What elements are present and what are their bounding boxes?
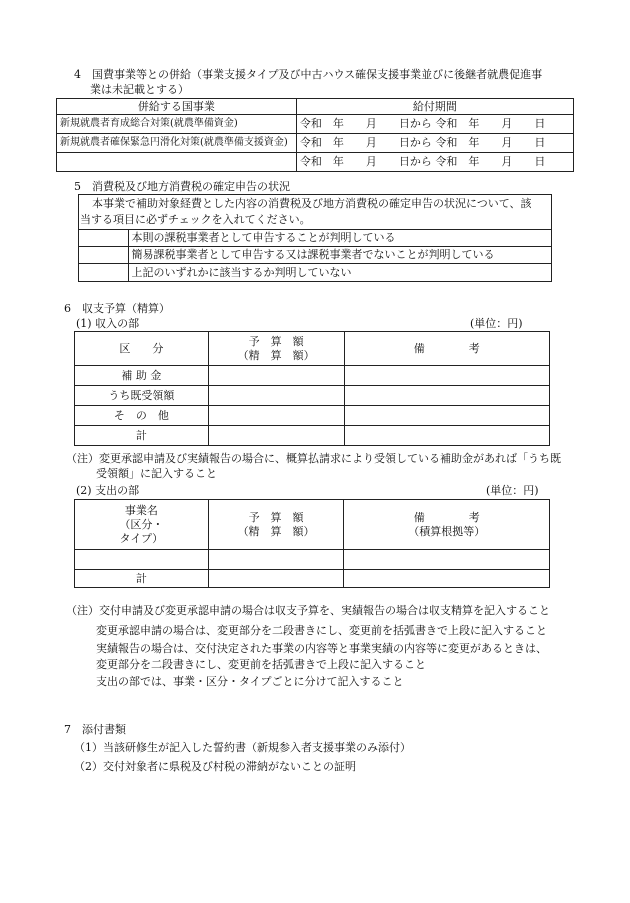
basis-label: （積算根拠等） [408, 524, 486, 538]
category-label: （区分・ [119, 517, 164, 531]
section4-title-cont: 業は未記載とする） [90, 83, 189, 96]
amount-cell[interactable] [208, 386, 344, 406]
remarks-cell[interactable] [344, 550, 550, 570]
settlement-label: （精 算 額） [237, 348, 315, 362]
income-row-label: そ の 他 [75, 406, 209, 426]
income-row-label: 補 助 金 [75, 366, 209, 386]
section4-title: 4 国費事業等との併給（事業支援タイプ及び中古ハウス確保支援事業並びに後継者就農促進事 [74, 68, 543, 81]
remarks-cell[interactable] [344, 426, 549, 446]
income-note: （注）変更承認申請及び実績報告の場合に、概算払請求により受領している補助金があれば「うち既 [66, 452, 561, 465]
project-name-label: 事業名 [124, 503, 158, 517]
check-box[interactable] [79, 247, 129, 264]
budget-label: 予 算 額 [248, 334, 304, 348]
remarks-label: 備 考 [413, 510, 480, 524]
tax-option: 簡易課税事業者として申告する又は課税事業者でないことが判明している [128, 247, 551, 264]
national-project-name: 新規就農者確保緊急円滑化対策(就農準備支援資金) [57, 134, 297, 153]
tax-status-options [78, 229, 552, 282]
remarks-cell[interactable] [344, 366, 549, 386]
header-budget [208, 500, 344, 550]
income-row-label: 計 [75, 426, 209, 446]
check-box[interactable] [79, 230, 129, 247]
expense-title: (2) 支出の部 [76, 484, 140, 497]
check-box[interactable] [79, 264, 129, 282]
attachment-item: （1）当該研修生が記入した誓約書（新規参入者支援事業のみ添付） [74, 741, 411, 754]
amount-cell[interactable] [208, 550, 344, 570]
national-project-name: 新規就農者育成総合対策(就農準備資金) [57, 115, 297, 134]
remarks-cell[interactable] [344, 570, 550, 588]
header-national-project: 併給する国事業 [57, 99, 297, 115]
section6-title: 6 収支予算（精算） [64, 302, 170, 315]
header-payment-period: 給付期間 [296, 99, 573, 115]
header-category: 区 分 [75, 332, 209, 366]
income-title: (1) 収入の部 [76, 317, 140, 330]
budget-note-line: 変更部分を二段書きにし、変更前を括弧書きで上段に記入すること [96, 658, 426, 671]
header-budget [208, 332, 344, 366]
concurrent-grant-table [56, 98, 574, 172]
income-unit: (単位：円) [470, 317, 523, 330]
payment-period: 令和 年 月 日から 令和 年 月 日 [296, 134, 573, 153]
header-remarks: 備 考 [344, 332, 549, 366]
payment-period: 令和 年 月 日から 令和 年 月 日 [296, 115, 573, 134]
type-label: タイプ） [119, 531, 164, 545]
section7-title: 7 添付書類 [64, 723, 126, 736]
budget-note: （注）交付申請及び変更承認申請の場合は収支予算を、実績報告の場合は収支精算を記入すること [66, 604, 550, 617]
section5-title: 5 消費税及び地方消費税の確定申告の状況 [74, 180, 290, 193]
tax-status-intro: 本事業で補助対象経費とした内容の消費税及び地方消費税の確定申告の状況について、該 [92, 197, 532, 210]
header-remarks [344, 500, 550, 550]
amount-cell[interactable] [208, 366, 344, 386]
expense-total-label: 計 [75, 570, 209, 588]
tax-status-intro-cont: 当する項目に必ずチェックを入れてください。 [80, 213, 311, 226]
amount-cell[interactable] [208, 406, 344, 426]
budget-note-line: 支出の部では、事業・区分・タイプごとに分けて記入すること [96, 675, 404, 688]
budget-label: 予 算 額 [248, 510, 304, 524]
income-note-cont: 受領額」に記入すること [96, 467, 217, 480]
income-table [74, 331, 550, 446]
expense-unit: (単位：円) [486, 484, 539, 497]
budget-note-line: 変更承認申請の場合は、変更部分を二段書きにし、変更前を括弧書きで上段に記入すること [96, 624, 547, 637]
remarks-cell[interactable] [344, 386, 549, 406]
expense-table [74, 499, 550, 588]
attachment-item: （2）交付対象者に県税及び村税の滞納がないことの証明 [74, 760, 356, 773]
income-row-label: うち既受領額 [75, 386, 209, 406]
payment-period: 令和 年 月 日から 令和 年 月 日 [296, 153, 573, 172]
amount-cell[interactable] [208, 426, 344, 446]
project-cell[interactable] [75, 550, 209, 570]
budget-note-line: 実績報告の場合は、交付決定された事業の内容等と事業実績の内容等に変更があるときは、 [96, 642, 547, 655]
amount-cell[interactable] [208, 570, 344, 588]
tax-option: 上記のいずれかに該当するか判明していない [128, 264, 551, 282]
tax-option: 本則の課税事業者として申告することが判明している [128, 230, 551, 247]
national-project-name [57, 153, 297, 172]
remarks-cell[interactable] [344, 406, 549, 426]
header-project-name [75, 500, 209, 550]
settlement-label: （精 算 額） [237, 524, 315, 538]
